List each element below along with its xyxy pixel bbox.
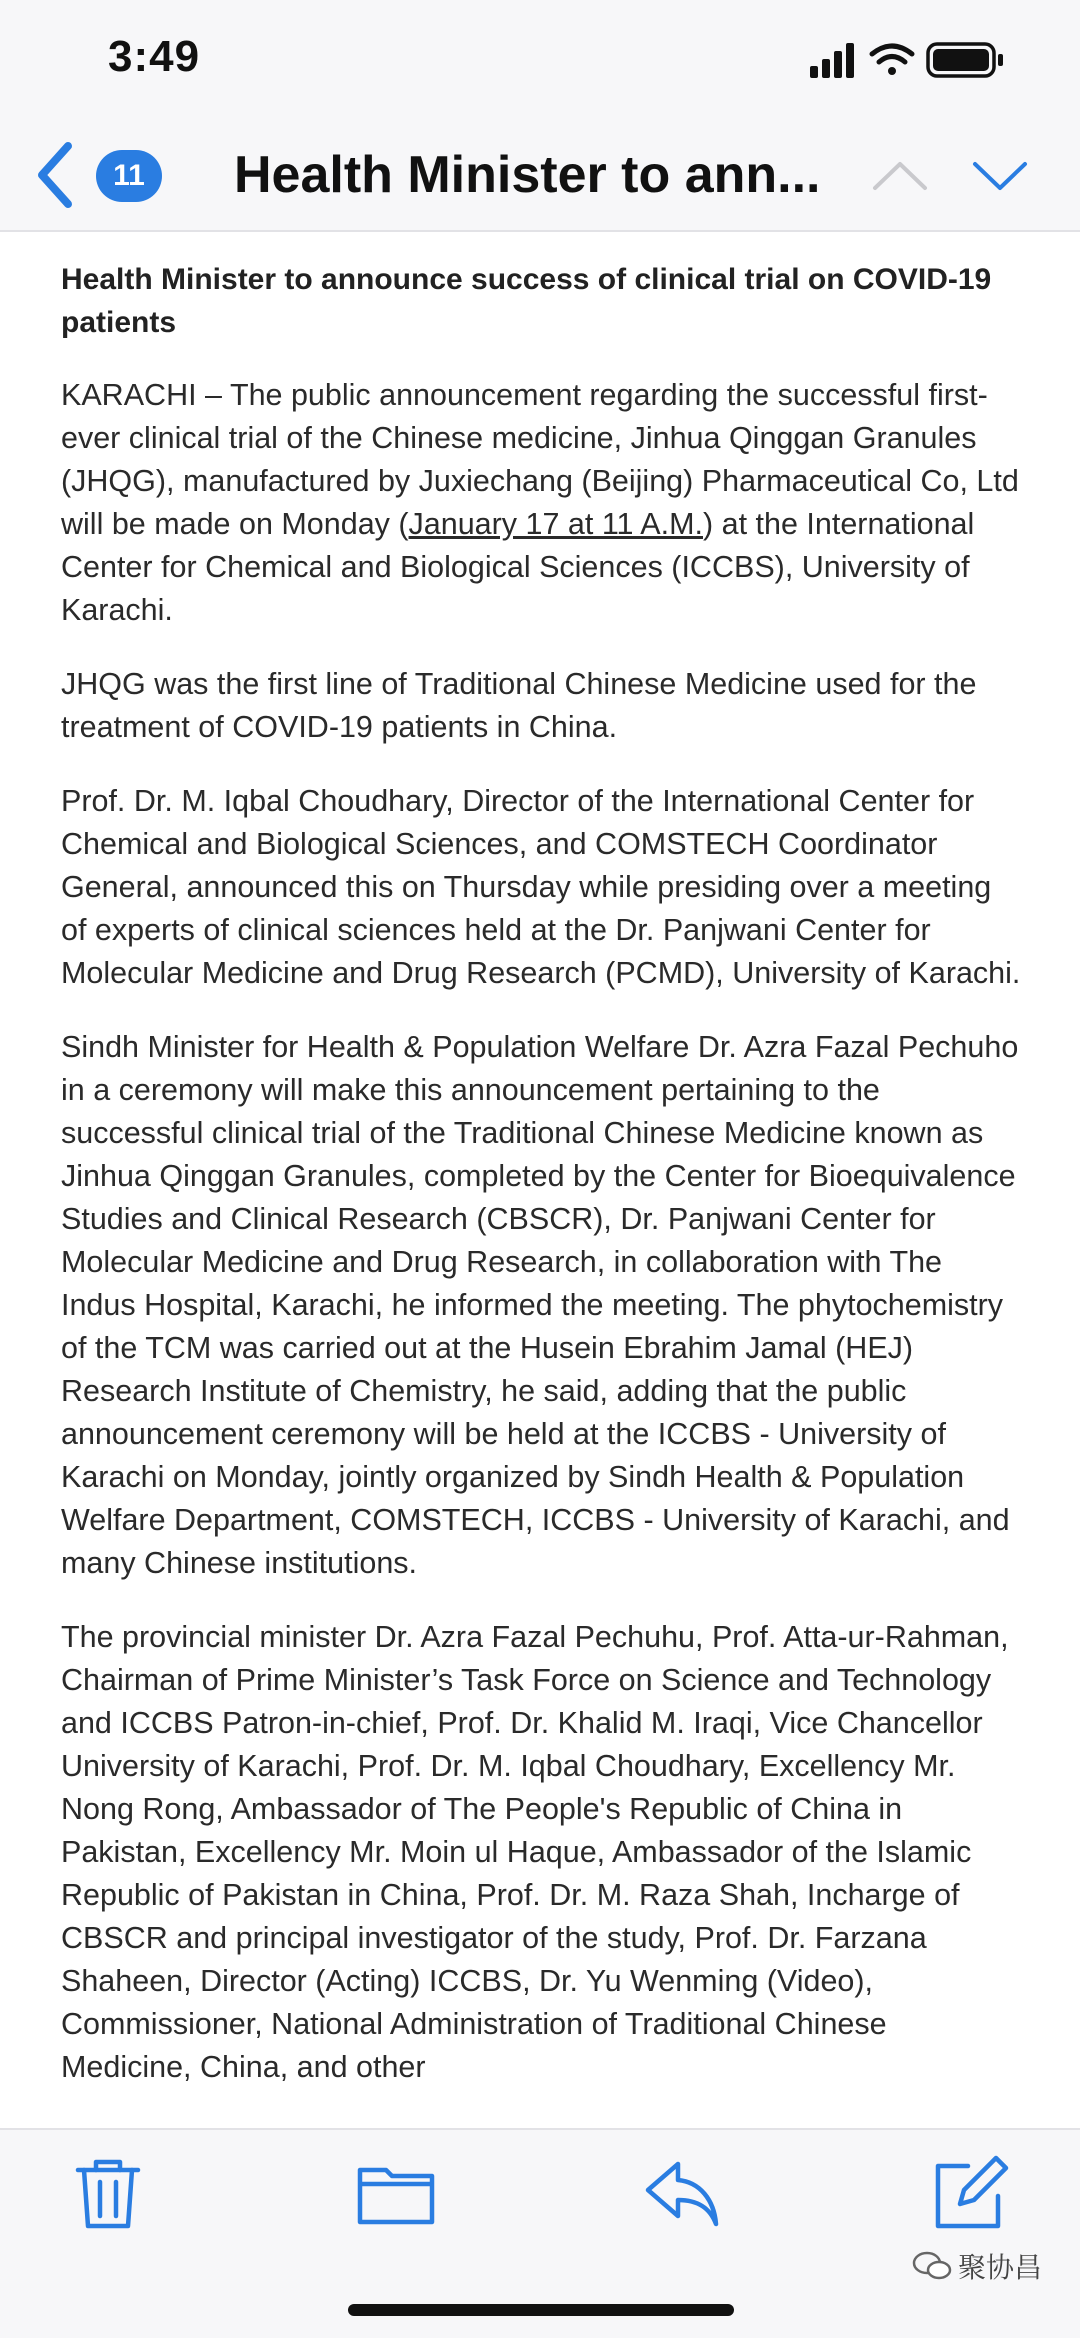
- article-paragraph-2: JHQG was the first line of Traditional Chinese Medicine used for the treatment of COVID-19 patients in China.: [61, 667, 977, 744]
- article-headline: Health Minister to announce success of clinical trial on COVID-19 patients: [61, 263, 992, 339]
- home-indicator[interactable]: [348, 2304, 734, 2316]
- paragraph-text: ) at the International Center for Chemical and Biological Sciences (ICCBS), University of Karachi.: [61, 507, 975, 627]
- cellular-signal-icon: [810, 43, 854, 78]
- date-link[interactable]: January 17 at 11 A.M.: [408, 507, 703, 541]
- status-icons: [810, 40, 1010, 80]
- nav-bar: [0, 120, 1080, 232]
- status-time: 3:49: [108, 32, 201, 81]
- paragraph-text: KARACHI – The public announcement regarding the successful first-ever clinical trial of the Chinese medicine, Jinhua Qinggan Granules (JHQG), manufactured by Juxiechang (Beijing) Pharmaceutical Co, Ltd will be made on Monday (: [61, 378, 1019, 541]
- chevron-up-icon[interactable]: [870, 150, 930, 200]
- chevron-down-icon[interactable]: [970, 150, 1030, 200]
- chevron-left-icon[interactable]: [30, 140, 80, 210]
- folder-icon[interactable]: [356, 2154, 436, 2234]
- article-paragraph-1: [61, 374, 1021, 632]
- article-paragraph-5: The provincial minister Dr. Azra Fazal Pechuhu, Prof. Atta-ur-Rahman, Chairman of Prime Minister’s Task Force on Science and Technology and ICCBS Patron-in-chief, Prof. Dr. Khalid M. Iraqi, Vice Chancellor University of Karachi, Prof. Dr. M. Iqbal Choudhary, Excellency Mr. Nong Rong, Ambassador of The People's Republic of China in Pakistan, Excellency Mr. Moin ul Haque, Ambassador of the Islamic Republic of Pakistan in China, Prof. Dr. M. Raza Shah, Incharge of CBSCR and principal investigator of the study, Prof. Dr. Farzana Shaheen, Director (Acting) ICCBS, Dr. Yu Wenming (Video), Commissioner, National Administration of Traditional Chinese Medicine, China, and other: [61, 1620, 1009, 2084]
- message-body: [61, 258, 1021, 2128]
- article-paragraph-4: Sindh Minister for Health & Population Welfare Dr. Azra Fazal Pechuho in a ceremony will make this announcement pertaining to the successful clinical trial of the Traditional Chinese Medicine known as Jinhua Qinggan Granules, completed by the Center for Bioequivalence Studies and Clinical Research (CBSCR), Dr. Panjwani Center for Molecular Medicine and Drug Research, in collaboration with The Indus Hospital, Karachi, he informed the meeting. The phytochemistry of the TCM was carried out at the Husein Ebrahim Jamal (HEJ) Research Institute of Chemistry, he said, adding that the public announcement ceremony will be held at the ICCBS - University of Karachi on Monday, jointly organized by Sindh Health & Population Welfare Department, COMSTECH, ICCBS - University of Karachi, and many Chinese institutions.: [61, 1030, 1019, 1580]
- status-bar: [0, 0, 1080, 120]
- nav-title: Health Minister to ann...: [234, 146, 821, 204]
- trash-icon[interactable]: [68, 2154, 148, 2234]
- compose-icon[interactable]: [930, 2154, 1010, 2234]
- wechat-icon: [912, 2251, 952, 2281]
- watermark: [912, 2246, 1042, 2286]
- wifi-icon: [872, 46, 912, 75]
- unread-count-badge[interactable]: 11: [96, 150, 162, 202]
- battery-icon: [928, 44, 1003, 76]
- reply-icon[interactable]: [642, 2154, 722, 2234]
- watermark-text: 聚协昌: [958, 2252, 1043, 2283]
- article-paragraph-3: Prof. Dr. M. Iqbal Choudhary, Director of the International Center for Chemical and Biological Sciences, and COMSTECH Coordinator General, announced this on Thursday while presiding over a meeting of experts of clinical sciences held at the Dr. Panjwani Center for Molecular Medicine and Drug Research (PCMD), University of Karachi.: [61, 784, 1021, 990]
